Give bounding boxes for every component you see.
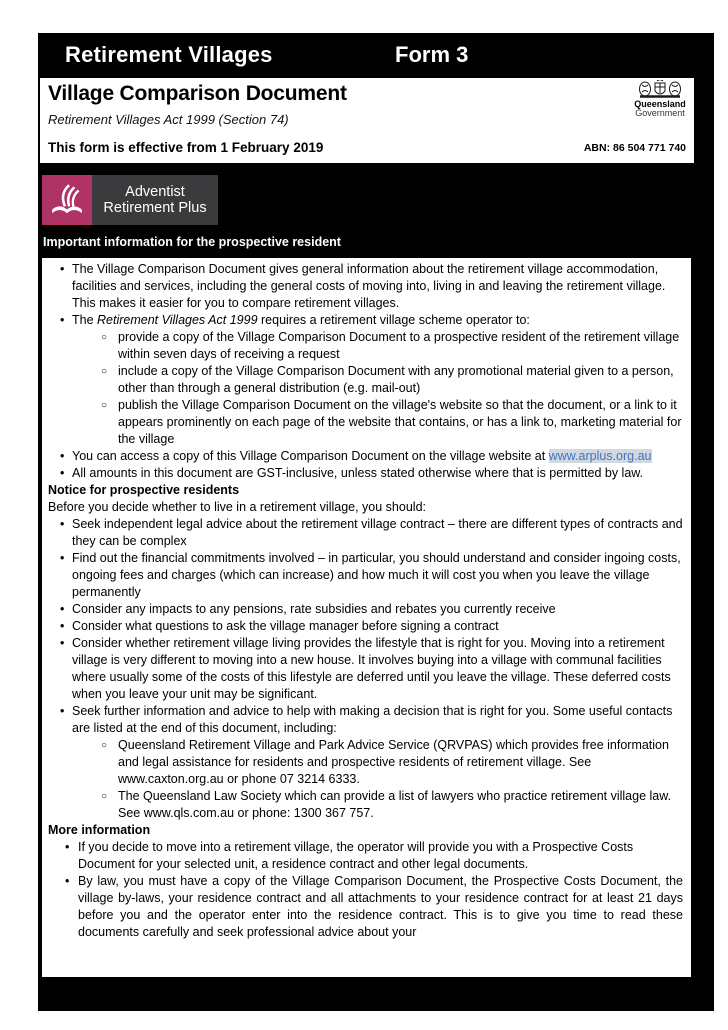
body-text: Consider what questions to ask the village manager before signing a contract <box>72 619 499 633</box>
document-body <box>42 258 691 977</box>
list-item <box>48 618 683 635</box>
document-header <box>40 78 694 163</box>
sub-bullet-marker: ○ <box>101 740 108 751</box>
bullet-marker: • <box>60 517 65 531</box>
body-text: include a copy of the Village Comparison Document with any promotional material given to a person, other than through a general distribution (e.g. mail-out) <box>118 364 674 395</box>
body-text: All amounts in this document are GST-inclusive, unless stated otherwise where that is permitted by law. <box>72 466 644 480</box>
list-item <box>48 550 683 601</box>
brand-line2: Retirement Plus <box>103 200 207 216</box>
list-item <box>48 703 683 737</box>
bullet-marker: • <box>60 602 65 616</box>
body-text: requires a retirement village scheme operator to: <box>257 313 530 327</box>
list-item <box>48 516 683 550</box>
body-text: The Queensland Law Society which can provide a list of lawyers who practice retirement village law. See www.qls.com.au or phone: 1300 367 757. <box>118 789 672 820</box>
document-subtitle: Retirement Villages Act 1999 (Section 74) <box>48 112 289 127</box>
bullet-marker: • <box>60 466 65 480</box>
list-item <box>48 839 683 873</box>
list-item <box>48 329 683 363</box>
form-frame <box>38 33 714 1011</box>
adventist-flame-book-icon <box>42 175 92 225</box>
form-category-title: Retirement Villages <box>65 42 273 67</box>
bullet-marker: • <box>65 874 70 888</box>
village-website-link[interactable]: www.arplus.org.au <box>548 449 652 463</box>
sub-bullet-marker: ○ <box>101 366 108 377</box>
sub-bullet-marker: ○ <box>101 400 108 411</box>
qld-logo-name: Queensland <box>634 99 686 109</box>
qld-logo-government: Government <box>635 108 685 118</box>
coat-of-arms-icon <box>636 80 684 99</box>
list-item <box>48 397 683 448</box>
sub-bullet-marker: ○ <box>101 332 108 343</box>
body-text: More information <box>48 823 151 837</box>
act-reference: Retirement Villages Act 1999 <box>97 313 258 327</box>
bullet-marker: • <box>60 313 65 327</box>
body-text: provide a copy of the Village Comparison Document to a prospective resident of the retirement village within seven days of receiving a request <box>118 330 680 361</box>
body-text: Queensland Retirement Village and Park Advice Service (QRVPAS) which provides free information and legal assistance for residents and prospective residents of retirement village. See www.caxton.org.au or phone 07 3214 6333. <box>118 738 669 786</box>
list-item <box>48 788 683 822</box>
important-information-heading: Important information for the prospective resident <box>43 235 341 249</box>
effective-date-text: This form is effective from 1 February 2019 <box>48 140 324 155</box>
form-number: Form 3 <box>395 42 469 67</box>
body-text: If you decide to move into a retirement village, the operator will provide you with a Prospective Costs Document for your selected unit, a residence contract and other legal documents. <box>78 840 634 871</box>
list-item <box>48 635 683 703</box>
list-item <box>48 601 683 618</box>
body-text: The <box>72 313 98 327</box>
bullet-marker: • <box>65 840 70 854</box>
brand-line1: Adventist <box>125 184 185 200</box>
form-header-bar <box>38 33 714 78</box>
body-text: Notice for prospective residents <box>48 483 240 497</box>
adventist-retirement-plus-logo <box>42 175 218 225</box>
body-text: Before you decide whether to live in a retirement village, you should: <box>48 500 426 514</box>
list-item <box>48 873 683 941</box>
list-item <box>48 465 683 482</box>
body-text: Consider whether retirement village living provides the lifestyle that is right for you. Moving into a retirement village is very different to moving into a new house. It involves buying into a village with communal facilities where usually some of the costs of this lifestyle are deferred until you leave the village. These deferred costs when you leave your unit may be significant. <box>72 636 671 701</box>
body-text: Seek further information and advice to help with making a decision that is right for you. Some useful contacts are listed at the end of this document, including: <box>72 704 673 735</box>
brand-label <box>92 175 218 225</box>
bullet-marker: • <box>60 262 65 276</box>
bullet-marker: • <box>60 551 65 565</box>
bullet-marker: • <box>60 636 65 650</box>
abn-text: ABN: 86 504 771 740 <box>583 142 686 154</box>
body-text: publish the Village Comparison Document on the village's website so that the document, or a link to it appears prominently on each page of the website that contains, or has a link to, marketing material for the village <box>118 398 682 446</box>
body-text: Find out the financial commitments involved – in particular, you should understand and consider ingoing costs, ongoing fees and charges (which can increase) and how much it will cost you when you leave the village permanently <box>72 551 681 599</box>
body-text: The Village Comparison Document gives general information about the retirement village accommodation, facilities and services, including the general costs of moving into, living in and leaving the retirement village. This makes it easier for you to compare retirement villages. <box>72 262 666 310</box>
list-item <box>48 737 683 788</box>
list-item <box>48 363 683 397</box>
section-heading <box>48 482 683 499</box>
bullet-marker: • <box>60 704 65 718</box>
body-text: Seek independent legal advice about the retirement village contract – there are different types of contracts and they can be complex <box>72 517 683 548</box>
list-item <box>48 312 683 329</box>
body-text: Consider any impacts to any pensions, rate subsidies and rebates you currently receive <box>72 602 556 616</box>
list-item <box>48 448 683 465</box>
queensland-government-logo <box>632 80 688 118</box>
body-text: You can access a copy of this Village Comparison Document on the village website at <box>72 449 549 463</box>
list-item <box>48 261 683 312</box>
sub-bullet-marker: ○ <box>101 791 108 802</box>
body-text: By law, you must have a copy of the Village Comparison Document, the Prospective Costs Document, the village by-laws, your residence contract and all attachments to your residence contract for at least 21 days before you and the operator enter into the residence contract. This is to give you time to read these documents carefully and seek professional advice about your <box>78 874 683 939</box>
document-title: Village Comparison Document <box>48 82 347 105</box>
list-item <box>48 499 683 516</box>
bullet-marker: • <box>60 449 65 463</box>
section-heading <box>48 822 683 839</box>
bullet-marker: • <box>60 619 65 633</box>
